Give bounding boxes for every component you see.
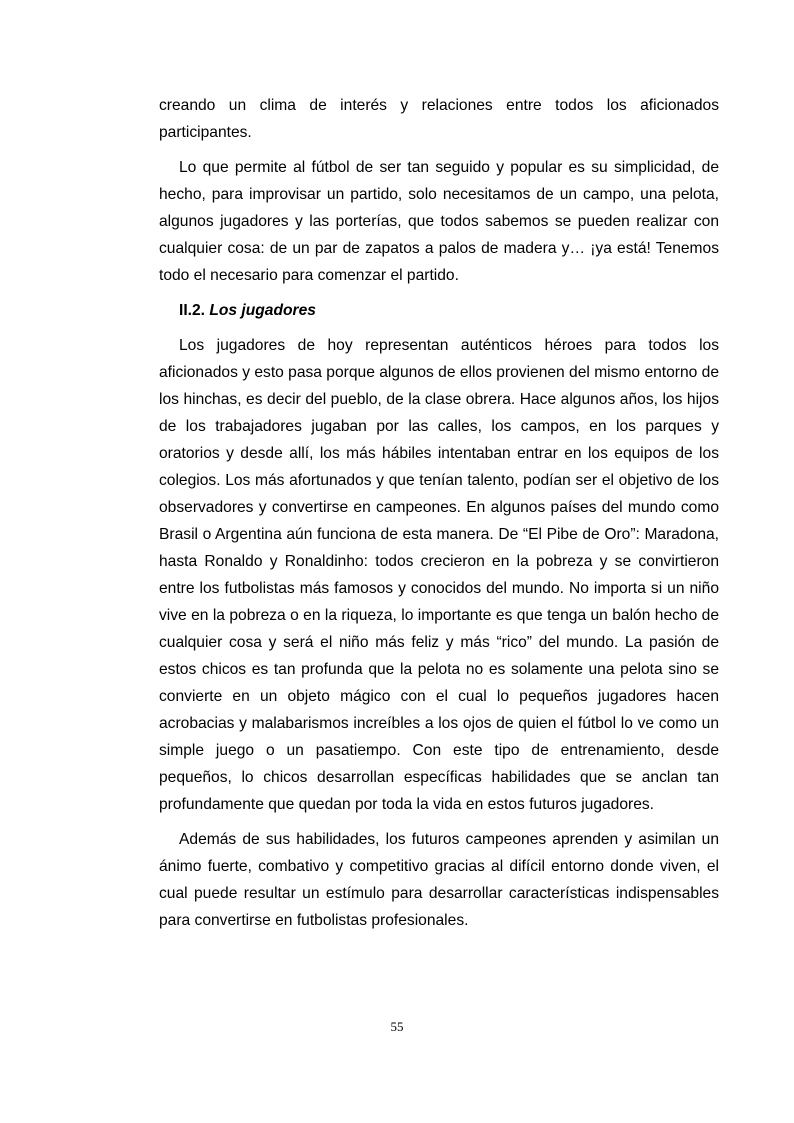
paragraph-simplicity: Lo que permite al fútbol de ser tan seguido y popular es su simplicidad, de hecho, para improvisar un partido, solo necesitamos de un campo, una pelota, algunos jugadores y las porterías, que todos sabemos se pueden realizar con cualquier cosa: de un par de zapatos a palos de madera y… ¡ya está! Tenemos todo el necesario para comenzar el partido. (159, 159, 719, 284)
section-title: Los jugadores (209, 302, 316, 319)
paragraph-abilities: Además de sus habilidades, los futuros campeones aprenden y asimilan un ánimo fuerte, combativo y competitivo gracias al difícil entorno donde viven, el cual puede resultar un estímulo para desarrollar características indispensables para convertirse en futbolistas profesionales. (159, 831, 719, 929)
paragraph-players: Los jugadores de hoy representan auténticos héroes para todos los aficionados y esto pasa porque algunos de ellos provienen del mismo entorno de los hinchas, es decir del pueblo, de la clase obrera. Hace algunos años, los hijos de los trabajadores jugaban por las calles, los campos, en los parques y oratorios y desde allí, los más hábiles intentaban entrar en los equipos de los colegios. Los más afortunados y que tenían talento, podían ser el objetivo de los observadores y convertirse en campeones. En algunos países del mundo como Brasil o Argentina aún funciona de esta manera. De “El Pibe de Oro”: Maradona, hasta Ronaldo y Ronaldinho: todos crecieron en la pobreza y se convirtieron entre los futbolistas más famosos y conocidos del mundo. No importa si un niño vive en la pobreza o en la riqueza, lo importante es que tenga un balón hecho de cualquier cosa y será el niño más feliz y más “rico” del mundo. La pasión de estos chicos es tan profunda que la pelota no es solamente una pelota sino se convierte en un objeto mágico con el cual lo pequeños jugadores hacen acrobacias y malabarismos increíbles a los ojos de quien el fútbol lo ve como un simple juego o un pasatiempo. Con este tipo de entrenamiento, desde pequeños, lo chicos desarrollan específicas habilidades que se anclan tan profundamente que quedan por toda la vida en estos futuros jugadores. (159, 337, 720, 813)
page-number: 55 (390, 1019, 404, 1034)
section-heading (159, 297, 719, 324)
section-number: II.2. (179, 302, 206, 319)
body-text (159, 92, 719, 934)
paragraph-continuation: creando un clima de interés y relaciones entre todos los aficionados participantes. (159, 97, 719, 141)
